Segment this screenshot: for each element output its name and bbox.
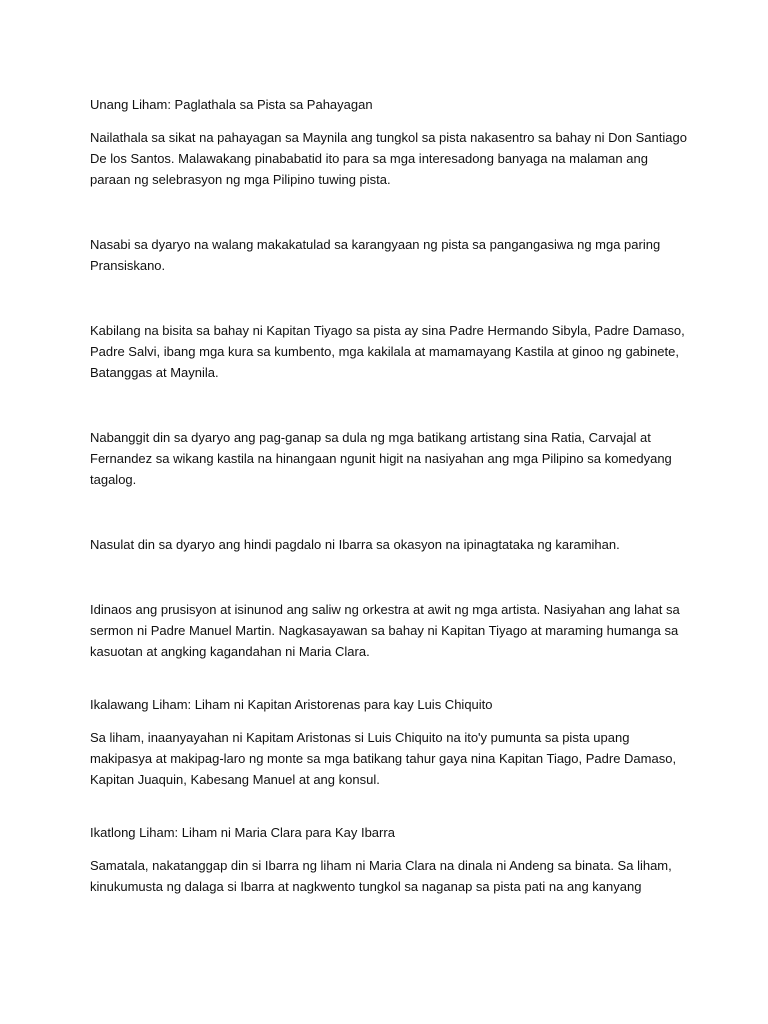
paragraph-sa-liham: Sa liham, inaanyayahan ni Kapitam Aristonas si Luis Chiquito na ito'y pumunta sa pista upang makipasya at makipag-laro ng monte sa mga batikang tahur gaya nina Kapitan Tiago, Padre Damaso, Kapitan Juaquin, Kabesang Manuel at ang konsul. [90,730,677,787]
section-heading-ikatlong-liham: Ikatlong Liham: Liham ni Maria Clara para Kay Ibarra [90,825,395,840]
paragraph-kabilang: Kabilang na bisita sa bahay ni Kapitan Tiyago sa pista ay sina Padre Hermando Sibyla, Padre Damaso, Padre Salvi, ibang mga kura sa kumbento, mga kakilala at mamamayang Kastila at ginoo ng gabinete, Batanggas at Maynila. [90,323,685,380]
paragraph-samatala: Samatala, nakatanggap din si Ibarra ng liham ni Maria Clara na dinala ni Andeng sa binata. Sa liham, kinukumusta ng dalaga si Ibarra at nagkwento tungkol sa naganap sa pista pati na ang kanyang [90,858,672,894]
section-heading-unang-liham: Unang Liham: Paglathala sa Pista sa Pahayagan [90,97,373,112]
document-body [90,94,690,897]
paragraph-nasulat: Nasulat din sa dyaryo ang hindi pagdalo ni Ibarra sa okasyon na ipinagtataka ng karamihan. [90,537,620,552]
section-heading-ikalawang-liham: Ikalawang Liham: Liham ni Kapitan Aristorenas para kay Luis Chiquito [90,697,493,712]
paragraph-idinaos: Idinaos ang prusisyon at isinunod ang saliw ng orkestra at awit ng mga artista. Nasiyahan ang lahat sa sermon ni Padre Manuel Martin. Nagkasayawan sa bahay ni Kapitan Tiyago at maraming humanga sa kasuotan at angking kagandahan ni Maria Clara. [90,602,680,659]
paragraph-nasabi: Nasabi sa dyaryo na walang makakatulad sa karangyaan ng pista sa pangangasiwa ng mga paring Pransiskano. [90,237,661,273]
paragraph-nailathala: Nailathala sa sikat na pahayagan sa Maynila ang tungkol sa pista nakasentro sa bahay ni Don Santiago De los Santos. Malawakang pinababatid ito para sa mga interesadong banyaga na malaman ang paraan ng selebrasyon ng mga Pilipino tuwing pista. [90,130,687,187]
paragraph-nabanggit: Nabanggit din sa dyaryo ang pag-ganap sa dula ng mga batikang artistang sina Ratia, Carvajal at Fernandez sa wikang kastila na hinangaan ngunit higit na nasiyahan ang mga Pilipino sa komedyang tagalog. [90,430,672,487]
